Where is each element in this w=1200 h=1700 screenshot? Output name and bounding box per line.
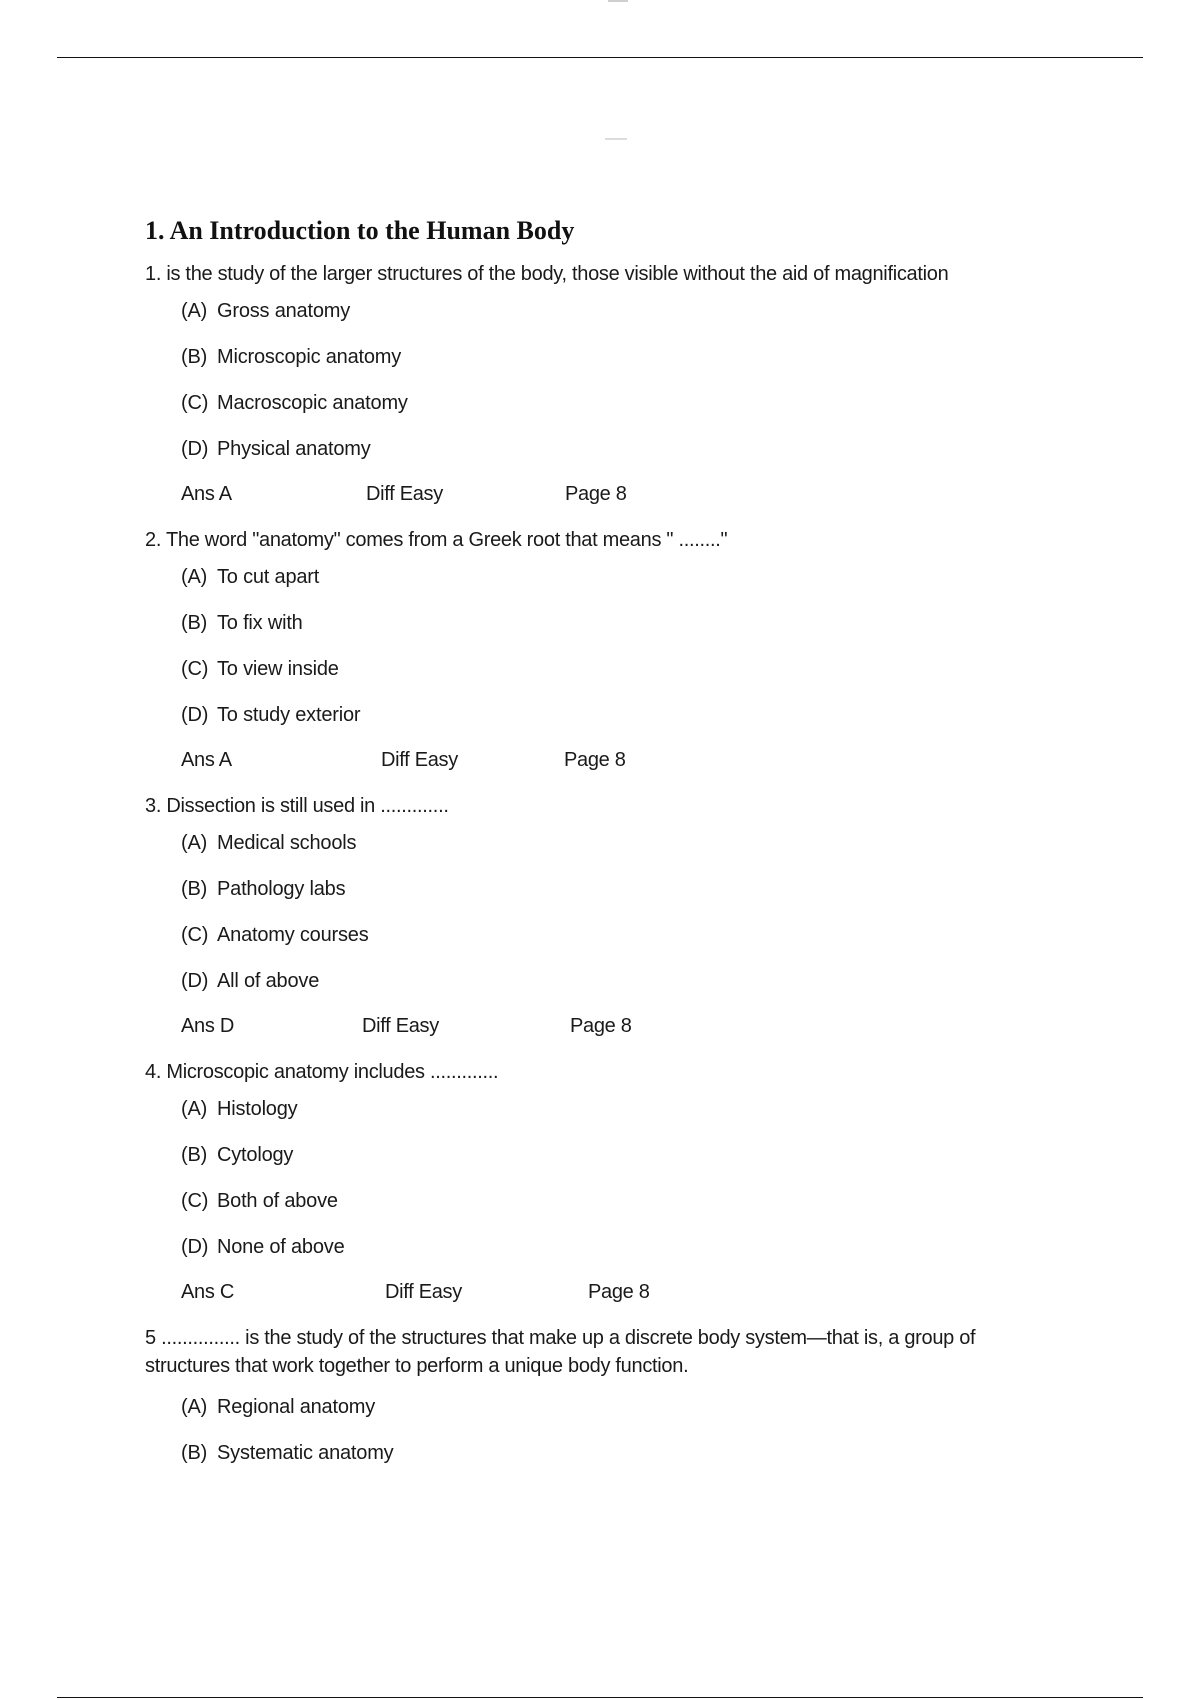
option-c: (C) Macroscopic anatomy: [181, 392, 408, 414]
header-mark: [605, 138, 627, 140]
header-rule: [57, 57, 1143, 58]
chapter-title: 1. An Introduction to the Human Body: [145, 216, 575, 245]
answer-label: Ans C: [181, 1281, 234, 1303]
option-list: [145, 820, 1065, 1004]
footer-rule: [57, 1697, 1143, 1698]
option-list: [145, 1086, 1065, 1270]
answer-label: Ans D: [181, 1015, 234, 1037]
option-a: (A) Medical schools: [181, 832, 357, 854]
question-text: 3. Dissection is still used in .............: [145, 795, 449, 817]
answer-label: Ans A: [181, 483, 232, 505]
answer-label: Ans A: [181, 749, 232, 771]
option-list: [145, 554, 1065, 738]
question-1: [145, 260, 1065, 516]
question-4: [145, 1058, 1065, 1314]
question-5: [145, 1324, 1065, 1476]
option-d: (D) All of above: [181, 970, 320, 992]
top-mark: [608, 0, 628, 2]
option-d: (D) Physical anatomy: [181, 438, 371, 460]
option-list: [145, 1384, 1065, 1476]
question-3: [145, 792, 1065, 1048]
option-a: (A) Histology: [181, 1098, 298, 1120]
question-text: 2. The word "anatomy" comes from a Greek root that means " ........": [145, 529, 728, 551]
page-ref-label: Page 8: [565, 483, 627, 505]
option-c: (C) Anatomy courses: [181, 924, 369, 946]
difficulty-label: Diff Easy: [385, 1281, 462, 1303]
page-ref-label: Page 8: [570, 1015, 632, 1037]
question-text: 4. Microscopic anatomy includes .............: [145, 1061, 499, 1083]
question-text: 1. is the study of the larger structures of the body, those visible without the aid of magnification: [145, 263, 949, 285]
difficulty-label: Diff Easy: [366, 483, 443, 505]
option-a: (A) To cut apart: [181, 566, 320, 588]
difficulty-label: Diff Easy: [381, 749, 458, 771]
option-b: (B) To fix with: [181, 612, 303, 634]
option-b: (B) Cytology: [181, 1144, 294, 1166]
answer-meta: [145, 738, 1065, 782]
option-list: [145, 288, 1065, 472]
answer-meta: [145, 1270, 1065, 1314]
page-ref-label: Page 8: [564, 749, 626, 771]
option-c: (C) Both of above: [181, 1190, 338, 1212]
option-a: (A) Regional anatomy: [181, 1396, 376, 1418]
option-b: (B) Pathology labs: [181, 878, 346, 900]
option-b: (B) Systematic anatomy: [181, 1442, 394, 1464]
answer-meta: [145, 472, 1065, 516]
option-d: (D) None of above: [181, 1236, 345, 1258]
difficulty-label: Diff Easy: [362, 1015, 439, 1037]
page-content: [145, 212, 1065, 1476]
question-2: [145, 526, 1065, 782]
option-c: (C) To view inside: [181, 658, 339, 680]
option-a: (A) Gross anatomy: [181, 300, 351, 322]
option-d: (D) To study exterior: [181, 704, 361, 726]
question-text: 5 ............... is the study of the structures that make up a discrete body system—that is, a group of structures that work together to perform a unique body function.: [145, 1327, 976, 1377]
page-ref-label: Page 8: [588, 1281, 650, 1303]
option-b: (B) Microscopic anatomy: [181, 346, 402, 368]
answer-meta: [145, 1004, 1065, 1048]
